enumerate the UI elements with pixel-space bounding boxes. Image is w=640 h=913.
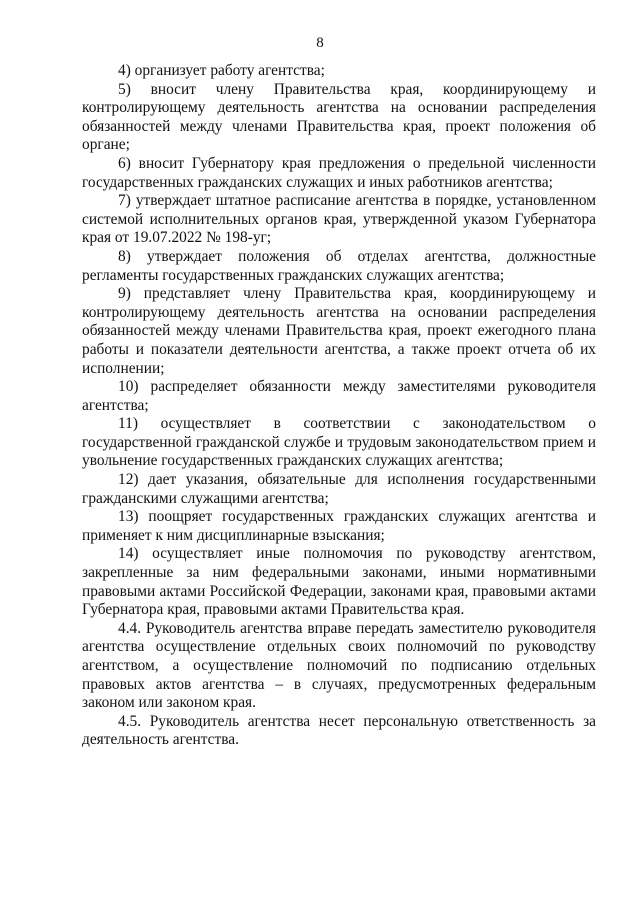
paragraph-item-12: 12) дает указания, обязательные для исполнения государственными гражданскими служащими агентства; <box>82 471 596 507</box>
paragraph-item-10: 10) распределяет обязанности между заместителями руководителя агентства; <box>82 378 596 414</box>
paragraph-item-6: 6) вносит Губернатору края предложения о предельной численности государственных гражданских служащих и иных работников агентства; <box>82 154 596 191</box>
paragraph-section-4-4: 4.4. Руководитель агентства вправе передать заместителю руководителя агентства осуществление отдельных своих полномочий по руководству агентством, а осуществление полномочий по подписанию отдельных правовых актов агентства – в случаях, предусмотренных федеральным законом или законом края. <box>82 619 596 712</box>
paragraph-item-5: 5) вносит члену Правительства края, координирующему и контролирующему деятельность агентства на основании распределения обязанностей между членами Правительства края, проект положения об органе; <box>82 80 596 154</box>
paragraph-item-14: 14) осуществляет иные полномочия по руководству агентством, закрепленные за ним федеральными законами, иными нормативными правовыми актами Российской Федерации, законами края, правовыми актами Губернатора края, правовыми актами Правительства края. <box>82 545 596 619</box>
paragraph-item-13: 13) поощряет государственных гражданских служащих агентства и применяет к ним дисциплинарные взыскания; <box>82 508 596 544</box>
page-number: 8 <box>316 35 324 51</box>
paragraph-item-11: 11) осуществляет в соответствии с законодательством о государственной гражданской службе и трудовым законодательством прием и увольнение государственных гражданских служащих агентства; <box>82 415 596 470</box>
paragraph-item-7: 7) утверждает штатное расписание агентства в порядке, установленном системой исполнительных органов края, утвержденной указом Губернатора края от 19.07.2022 № 198-уг; <box>82 192 596 247</box>
paragraph-section-4-5: 4.5. Руководитель агентства несет персональную ответственность за деятельность агентства. <box>82 712 596 749</box>
paragraph-item-8: 8) утверждает положения об отделах агентства, должностные регламенты государственных гражданских служащих агентства; <box>82 247 596 284</box>
paragraph-item-9: 9) представляет члену Правительства края, координирующему и контролирующему деятельность агентства на основании распределения обязанностей между членами Правительства края, проект ежегодного плана работы и показатели деятельности агентства, а также проект отчета об их исполнении; <box>82 285 596 377</box>
document-body <box>82 62 596 750</box>
paragraph-item-4: 4) организует работу агентства; <box>118 62 325 79</box>
